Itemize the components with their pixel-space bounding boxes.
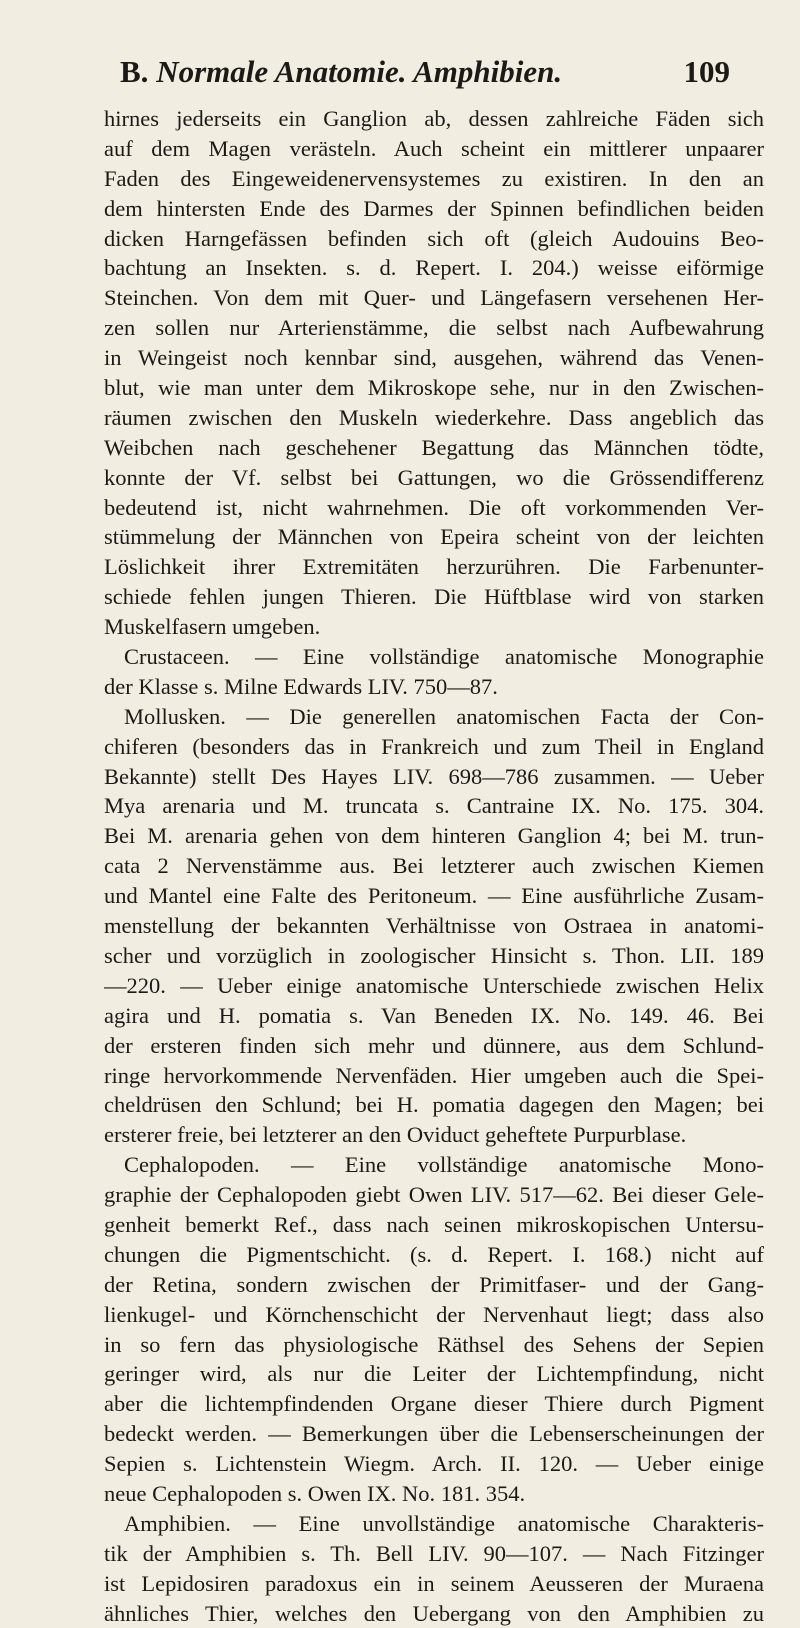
text-line: dem hintersten Ende des Darmes der Spinnen befindlichen beiden <box>104 195 764 221</box>
text-line: chungen die Pigmentschicht. (s. d. Repert. I. 168.) nicht auf <box>104 1241 764 1267</box>
text-line: menstellung der bekannten Verhältnisse von Ostraea in anatomi- <box>104 913 764 939</box>
text-line: cheldrüsen den Schlund; bei H. pomatia dagegen den Magen; bei <box>104 1092 764 1118</box>
text-line: blut, wie man unter dem Mikroskope sehe, nur in den Zwischen- <box>104 375 764 401</box>
text-line: cata 2 Nervenstämme aus. Bei letzterer auch zwischen Kiemen <box>104 853 764 879</box>
text-line: Steinchen. Von dem mit Quer- und Längefasern versehenen Her- <box>104 285 764 311</box>
paragraph-start-amphibien: Amphibien. — Eine unvollständige anatomische Charakteris- <box>124 1510 764 1536</box>
page-number: 109 <box>683 54 730 89</box>
text-line: auf dem Magen verästeln. Auch scheint ein mittlerer unpaarer <box>104 135 764 161</box>
text-line: agira und H. pomatia s. Van Beneden IX. No. 149. 46. Bei <box>104 1002 764 1028</box>
text-line: schiede fehlen jungen Thieren. Die Hüftblase wird von starken <box>104 584 764 610</box>
text-line: bachtung an Insekten. s. d. Repert. I. 204.) weisse eiförmige <box>104 255 764 281</box>
text-line: ähnliches Thier, welches den Uebergang von den Amphibien zu <box>104 1600 764 1626</box>
paragraph-start-cephalopoden: Cephalopoden. — Eine vollständige anatomische Mono- <box>124 1152 764 1178</box>
text-line: Mya arenaria und M. truncata s. Cantraine IX. No. 175. 304. <box>104 793 764 819</box>
text-line: Bekannte) stellt Des Hayes LIV. 698—786 zusammen. — Ueber <box>104 763 764 789</box>
text-line: Muskelfasern umgeben. <box>104 614 321 640</box>
text-line: ist Lepidosiren paradoxus ein in seinem Aeusseren der Muraena <box>104 1570 764 1596</box>
section-prefix: B. <box>120 54 149 89</box>
text-line: ersterer freie, bei letzterer an den Oviduct geheftete Purpurblase. <box>104 1122 687 1148</box>
text-line: der Retina, sondern zwischen der Primitfaser- und der Gang- <box>104 1271 764 1297</box>
text-line: hirnes jederseits ein Ganglion ab, dessen zahlreiche Fäden sich <box>104 106 764 131</box>
text-line: lienkugel- und Körnchenschicht der Nervenhaut liegt; dass also <box>104 1301 764 1327</box>
text-line: genheit bemerkt Ref., dass nach seinen mikroskopischen Untersu- <box>104 1211 764 1237</box>
text-line: neue Cephalopoden s. Owen IX. No. 181. 354. <box>104 1480 526 1506</box>
text-line: räumen zwischen den Muskeln wiederkehre. Dass angeblich das <box>104 404 764 430</box>
running-head <box>100 52 760 92</box>
section-heading <box>120 52 562 92</box>
text-line: Faden des Eingeweidenervensystemes zu existiren. In den an <box>104 165 764 191</box>
text-line: und Mantel eine Falte des Peritoneum. — Eine ausführliche Zusam- <box>104 883 764 909</box>
paragraph-start-mollusken: Mollusken. — Die generellen anatomischen Facta der Con- <box>124 703 764 729</box>
text-line: Löslichkeit ihrer Extremitäten herzurühren. Die Farbenunter- <box>104 554 764 580</box>
text-line: aber die lichtempfindenden Organe dieser Thiere durch Pigment <box>104 1391 764 1417</box>
text-line: chiferen (besonders das in Frankreich und zum Theil in England <box>104 733 764 759</box>
paragraph-start-crustaceen: Crustaceen. — Eine vollständige anatomische Monographie <box>124 644 764 670</box>
text-line: dicken Harngefässen befinden sich oft (gleich Audouins Beo- <box>104 225 764 251</box>
text-line: graphie der Cephalopoden giebt Owen LIV. 517—62. Bei dieser Gele- <box>104 1182 764 1208</box>
text-line: bedeckt werden. — Bemerkungen über die Lebenserscheinungen der <box>104 1421 764 1447</box>
text-line: Bei M. arenaria gehen von dem hinteren Ganglion 4; bei M. trun- <box>104 823 764 849</box>
text-line: Sepien s. Lichtenstein Wiegm. Arch. II. 120. — Ueber einige <box>104 1451 764 1477</box>
text-line: zen sollen nur Arterienstämme, die selbst nach Aufbewahrung <box>104 315 764 341</box>
text-line: —220. — Ueber einige anatomische Unterschiede zwischen Helix <box>104 972 764 998</box>
text-line: konnte der Vf. selbst bei Gattungen, wo die Grössendifferenz <box>104 464 764 490</box>
text-line: in so fern das physiologische Räthsel des Sehens der Sepien <box>104 1331 764 1357</box>
text-line: in Weingeist noch kennbar sind, ausgehen, während das Venen- <box>104 345 764 371</box>
text-line: Weibchen nach geschehener Begattung das Männchen tödte, <box>104 434 764 460</box>
text-line: geringer wird, als nur die Leiter der Lichtempfindung, nicht <box>104 1361 764 1387</box>
text-line: tik der Amphibien s. Th. Bell LIV. 90—107. — Nach Fitzinger <box>104 1540 764 1566</box>
body-text <box>104 104 764 1628</box>
text-line: scher und vorzüglich in zoologischer Hinsicht s. Thon. LII. 189 <box>104 942 764 968</box>
text-line: ringe hervorkommende Nervenfäden. Hier umgeben auch die Spei- <box>104 1062 764 1088</box>
text-line: der ersteren finden sich mehr und dünnere, aus dem Schlund- <box>104 1032 764 1058</box>
text-line: stümmelung der Männchen von Epeira scheint von der leichten <box>104 524 764 550</box>
text-line: bedeutend ist, nicht wahrnehmen. Die oft vorkommenden Ver- <box>104 494 764 520</box>
text-line: der Klasse s. Milne Edwards LIV. 750—87. <box>104 673 498 699</box>
section-title: Normale Anatomie. Amphibien. <box>156 54 563 89</box>
